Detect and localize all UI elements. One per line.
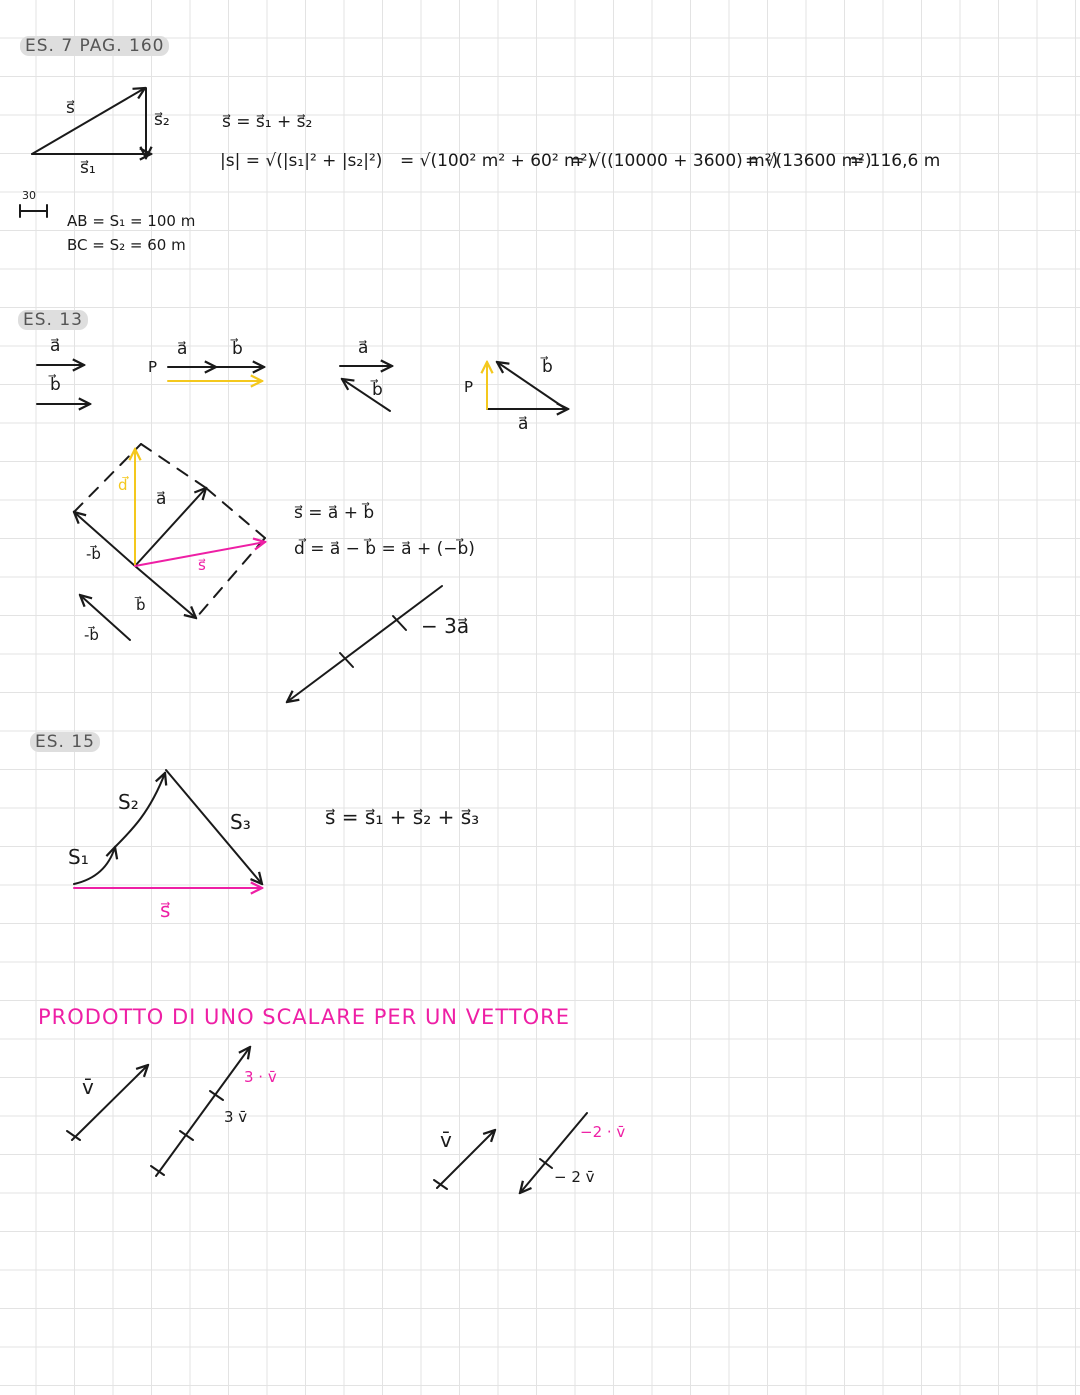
section-title: PRODOTTO DI UNO SCALARE PER UN VETTORE (38, 1005, 571, 1029)
es13-label-p: P (148, 358, 158, 376)
es7-heading: ES. 7 PAG. 160 (20, 36, 169, 56)
es13-label-d: d⃗ (118, 476, 128, 494)
label-v-2: v̄ (440, 1128, 452, 1152)
es13-label-b-2: b⃗ (372, 380, 383, 400)
minus-3a-label: − 3a⃗ (421, 614, 470, 638)
scale-label: 30 (22, 189, 36, 202)
es7-label-s: s⃗ (66, 98, 75, 118)
es13-label-b-3: b⃗ (542, 357, 553, 377)
es15-label-s: s⃗ (160, 898, 171, 922)
es13-vector-minus-b-diag (74, 512, 135, 566)
es15-label-s2: S₂ (118, 790, 139, 814)
es13-label-a-2: a⃗ (358, 338, 369, 358)
label-3-dot-v: 3 · v̄ (244, 1068, 277, 1086)
es7-eq-mod-5: = 116,6 m (850, 151, 941, 171)
es15-heading: ES. 15 (30, 732, 100, 752)
es13-label-p-2: P (464, 378, 474, 396)
label-3v: 3 v̄ (224, 1108, 248, 1126)
label-v: v̄ (82, 1075, 94, 1099)
label-minus-2-dot-v: −2 · v̄ (580, 1123, 626, 1141)
es7-label-s1: s⃗₁ (80, 158, 96, 178)
es7-eq-sum: s⃗ = s⃗₁ + s⃗₂ (222, 112, 313, 132)
es13-label-a-diag: a⃗ (156, 489, 167, 509)
minus-3a-vector (287, 586, 442, 702)
es7-eq-mod-1: |s| = √(|s₁|² + |s₂|²) (220, 151, 383, 171)
es13-vector-b-3 (497, 362, 566, 409)
es13-label-a-chain: a⃗ (177, 339, 188, 359)
es13-label-b: b⃗ (50, 375, 61, 395)
es7-ab: AB = S₁ = 100 m (67, 212, 196, 230)
es15-label-s3: S₃ (230, 810, 251, 834)
es13-label-minus-b-sep: -b⃗ (84, 626, 99, 644)
es15-label-s1: S₁ (68, 845, 89, 869)
es13-label-b-diag: b⃗ (136, 596, 146, 614)
es7-eq-mod-4: = √(13600 m²) (745, 151, 872, 171)
es13-eq-d: d⃗ = a⃗ − b⃗ = a⃗ + (−b⃗) (294, 539, 475, 559)
es7-eq-mod-2: = √(100² m² + 60² m²) (400, 151, 595, 171)
es13-label-a-3: a⃗ (518, 414, 529, 434)
es7-vector-s (32, 88, 145, 154)
es13-heading: ES. 13 (18, 310, 88, 330)
es13-eq-s: s⃗ = a⃗ + b⃗ (294, 503, 375, 523)
es7-bc: BC = S₂ = 60 m (67, 236, 186, 254)
es13-label-s: s⃗ (198, 556, 206, 574)
es13-label-minus-b-diag: -b⃗ (86, 545, 101, 563)
es13-label-a: a⃗ (50, 336, 61, 356)
label-minus-2v: − 2 v̄ (554, 1168, 595, 1186)
es13-label-b-chain: b⃗ (232, 339, 243, 359)
es7-label-s2: s⃗₂ (154, 110, 170, 130)
es15-eq-sum: s⃗ = s⃗₁ + s⃗₂ + s⃗₃ (325, 805, 480, 829)
es7-eq-mod-3: = √((10000 + 3600) m²) (570, 151, 779, 171)
